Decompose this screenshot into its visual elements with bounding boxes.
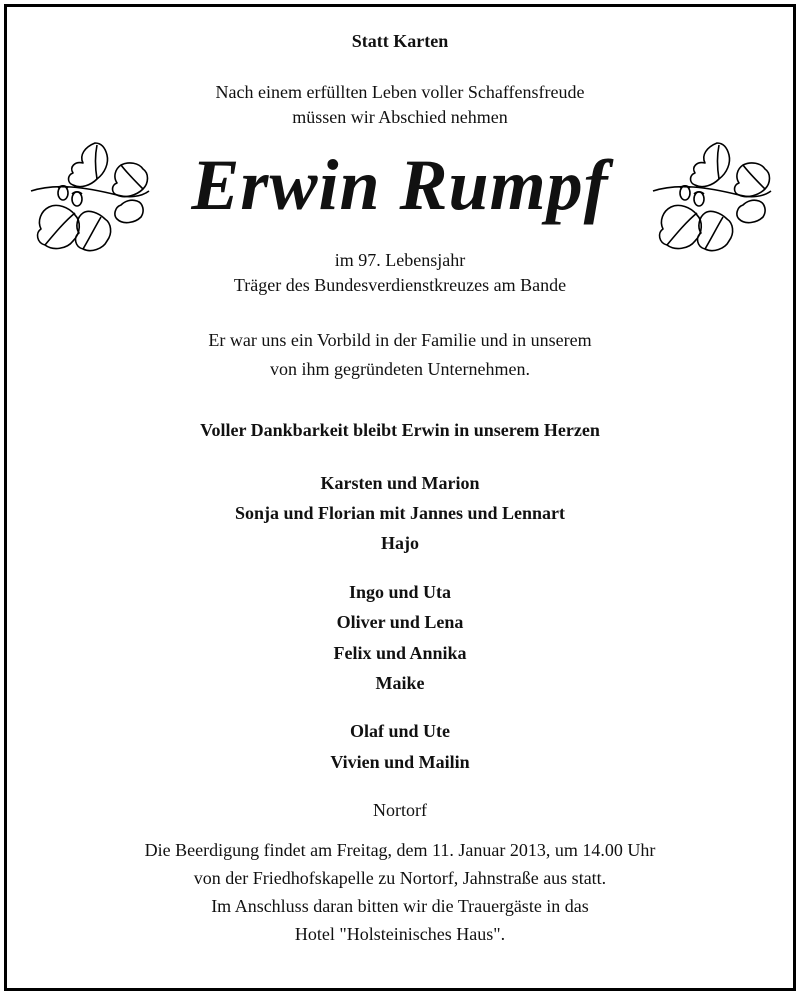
family-member: Vivien und Mailin xyxy=(330,752,470,772)
tribute-line-1: Er war uns ein Vorbild in der Familie und in unserem xyxy=(208,330,592,350)
family-member: Hajo xyxy=(381,533,419,553)
funeral-line-4: Hotel "Holsteinisches Haus". xyxy=(294,924,506,944)
intro-line-2: müssen wir Abschied nehmen xyxy=(292,107,508,127)
obituary-notice xyxy=(4,4,796,991)
age-line: im 97. Lebensjahr xyxy=(334,250,466,270)
honor-line: Träger des Bundesverdienstkreuzes am Bande xyxy=(233,275,567,295)
family-member: Karsten und Marion xyxy=(320,473,480,493)
family-member: Felix und Annika xyxy=(333,643,467,663)
deceased-name: Erwin Rumpf xyxy=(191,145,609,225)
family-member: Oliver und Lena xyxy=(336,612,464,632)
funeral-line-3: Im Anschluss daran bitten wir die Trauergäste in das xyxy=(211,896,589,916)
funeral-line-2: von der Friedhofskapelle zu Nortorf, Jahnstraße aus statt. xyxy=(193,868,607,888)
statt-karten-heading: Statt Karten xyxy=(351,31,449,51)
gratitude-line: Voller Dankbarkeit bleibt Erwin in unserem Herzen xyxy=(200,420,600,440)
oak-leaves-icon xyxy=(647,133,777,258)
tribute-line-2: von ihm gegründeten Unternehmen. xyxy=(270,359,530,379)
family-member: Ingo und Uta xyxy=(348,582,452,602)
place-line: Nortorf xyxy=(373,800,427,820)
funeral-line-1: Die Beerdigung findet am Freitag, dem 11. Januar 2013, um 14.00 Uhr xyxy=(144,840,656,860)
family-member: Sonja und Florian mit Jannes und Lennart xyxy=(234,503,566,523)
family-member: Maike xyxy=(375,673,425,693)
family-member: Olaf und Ute xyxy=(349,721,450,741)
intro-line-1: Nach einem erfüllten Leben voller Schaffensfreude xyxy=(215,82,585,102)
